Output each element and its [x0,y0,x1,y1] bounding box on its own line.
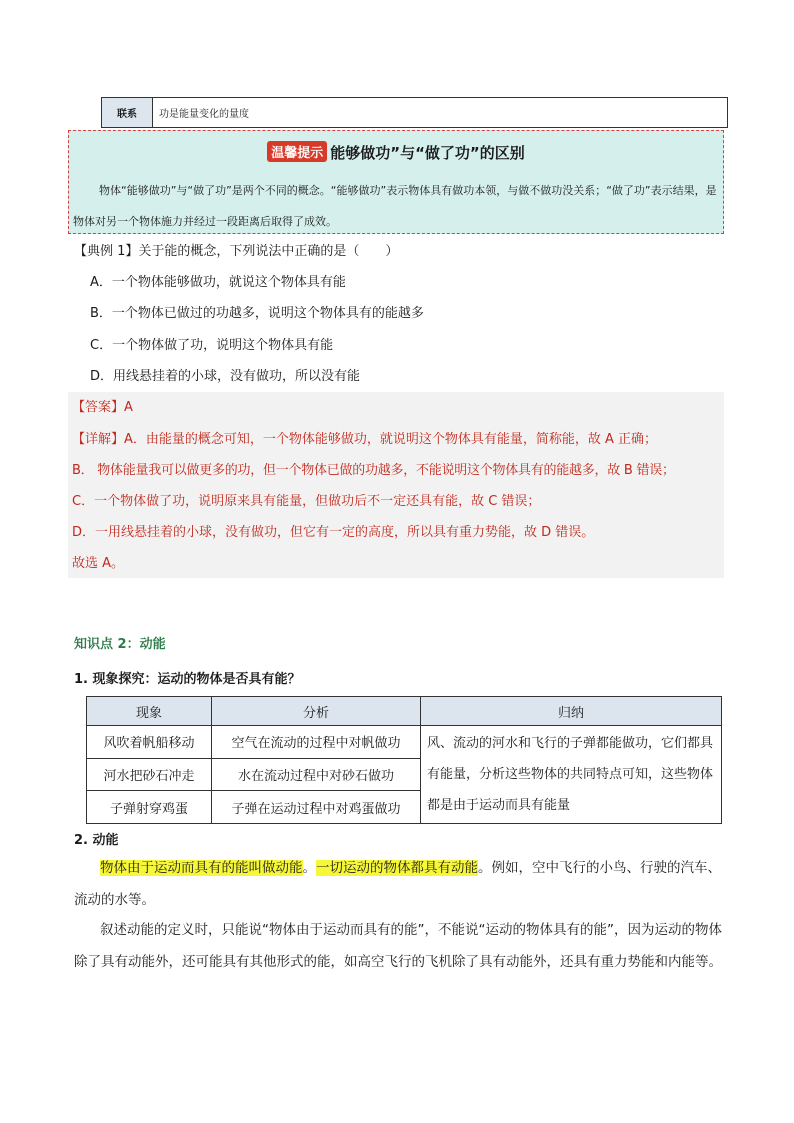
punctuation: 。 [302,860,316,876]
table-cell: 子弹在运动过程中对鸡蛋做功 [212,791,421,824]
paragraph-definition [74,852,724,916]
tip-badge: 温馨提示 [267,141,327,162]
answer-line: 【答案】A [72,400,133,415]
table-cell: 子弹射穿鸡蛋 [87,791,212,824]
detail-d: D．一用线悬挂着的小球，没有做功，但它有一定的高度，所以具有重力势能，故 D 错误。 [72,525,595,540]
heading-1: 1. 现象探究：运动的物体是否具有能？ [74,672,301,687]
table-header: 归纳 [421,697,722,726]
heading-2: 2. 动能 [74,833,119,848]
link-row-label: 联系 [102,98,153,127]
tip-title-text: 能够做功”与“做了功”的区别 [330,144,525,162]
example-stem: 【典例 1】关于能的概念，下列说法中正确的是（ ） [74,244,399,259]
answer-box [68,392,724,578]
table-header: 现象 [87,697,212,726]
table-header-row [87,697,722,726]
table-cell: 风吹着帆船移动 [87,726,212,759]
table-cell: 水在流动过程中对砂石做功 [212,758,421,791]
table-cell: 空气在流动的过程中对帆做功 [212,726,421,759]
tip-title [69,141,723,163]
tip-box [68,130,724,234]
link-row-text: 功是能量变化的量度 [159,109,249,120]
tip-body: 物体“能够做功”与“做了功”是两个不同的概念。“能够做功”表示物体具有做功本领，与做不做功没关系；“做了功”表示结果，是物体对另一个物体施力并经过一段距离后取得了成效。 [73,184,717,228]
option-c: C．一个物体做了功，说明这个物体具有能 [90,338,334,353]
option-a: A．一个物体能够做功，就说这个物体具有能 [90,275,346,290]
detail-b: B． 物体能量我可以做更多的功，但一个物体已做的功越多，不能说明这个物体具有的能越多，故 B 错误； [72,463,675,478]
detail-a: 【详解】A．由能量的概念可知，一个物体能够做功，就说明这个物体具有能量，简称能，故 A 正确； [72,432,658,447]
table-header: 分析 [212,697,421,726]
option-b: B．一个物体已做过的功越多，说明这个物体具有的能越多 [90,306,424,321]
phenomenon-table [86,696,722,824]
table-summary-cell: 风、流动的河水和飞行的子弹都能做功，它们都具有能量，分析这些物体的共同特点可知，这些物体都是由于运动而具有能量 [421,726,722,824]
paragraph-note: 叙述动能的定义时，只能说“物体由于运动而具有的能”，不能说“运动的物体具有的能”，因为运动的物体除了具有动能外，还可能具有其他形式的能，如高空飞行的飞机除了具有动能外，还具有重力势能和内能等。 [74,922,722,970]
detail-c: C．一个物体做了功，说明原来具有能量，但做功后不一定还具有能，故 C 错误； [72,494,541,509]
table-cell: 河水把砂石冲走 [87,758,212,791]
paragraph-examples: 。例如，空中飞行的小鸟、行驶的汽车、流动的水等。 [74,860,721,908]
option-d: D．用线悬挂着的小球，没有做功，所以没有能 [90,369,361,384]
detail-conclusion: 故选 A。 [72,556,125,571]
section-title: 知识点 2：动能 [74,637,166,652]
highlight-definition: 物体由于运动而具有的能叫做动能 [100,860,303,876]
highlight-all-moving: 一切运动的物体都具有动能 [316,860,478,876]
link-row [101,97,728,128]
table-row [87,726,722,759]
